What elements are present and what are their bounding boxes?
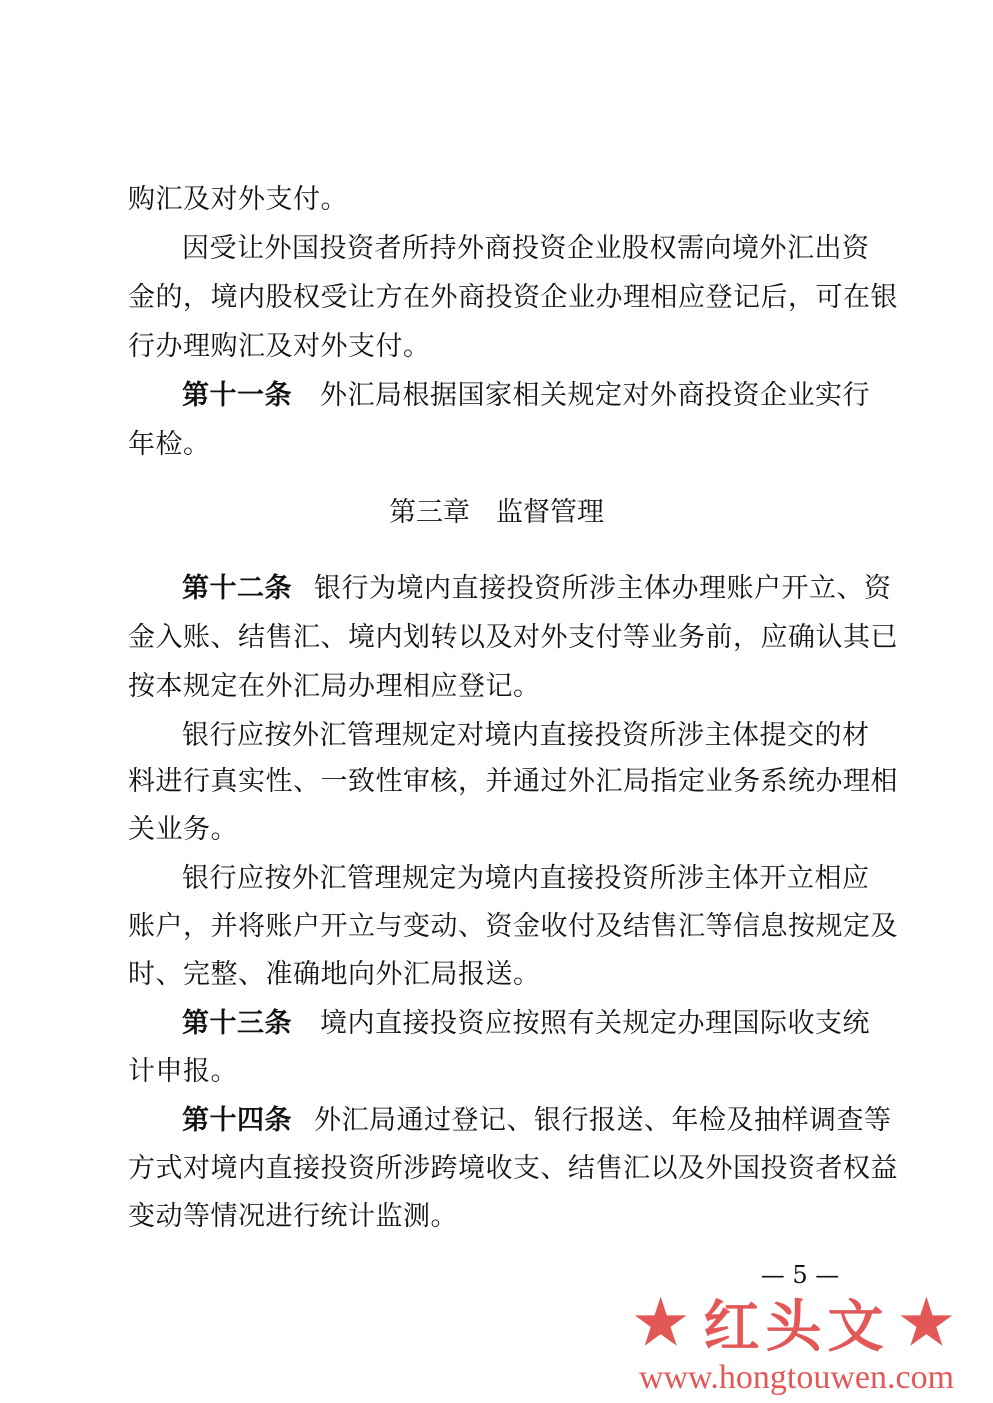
watermark xyxy=(600,1288,993,1403)
text-line: 账户，并将账户开立与变动、资金收付及结售汇等信息按规定及 xyxy=(128,911,898,942)
article-text: 银行为境内直接投资所涉主体办理账户开立、资 xyxy=(314,573,892,604)
chapter-title: 监督管理 xyxy=(496,497,604,528)
text-line: 年检。 xyxy=(128,429,211,460)
text-line: 金的，境内股权受让方在外商投资企业办理相应登记后，可在银 xyxy=(128,282,898,313)
article-text: 境内直接投资应按照有关规定办理国际收支统 xyxy=(320,1008,870,1039)
text-line: 银行应按外汇管理规定对境内直接投资所涉主体提交的材 xyxy=(182,720,870,751)
article-11 xyxy=(182,376,868,416)
star-icon: ★ xyxy=(899,1288,960,1358)
text-line: 金入账、结售汇、境内划转以及对外支付等业务前，应确认其已 xyxy=(128,622,898,653)
text-line: 时、完整、准确地向外汇局报送。 xyxy=(128,959,541,990)
article-text: 外汇局通过登记、银行报送、年检及抽样调查等 xyxy=(314,1105,892,1136)
article-text: 外汇局根据国家相关规定对外商投资企业实行 xyxy=(320,380,870,411)
text-line: 料进行真实性、一致性审核，并通过外汇局指定业务系统办理相 xyxy=(128,766,898,797)
text-line: 变动等情况进行统计监测。 xyxy=(128,1201,458,1232)
article-label: 第十二条 xyxy=(182,573,292,604)
article-label: 第十一条 xyxy=(182,380,292,411)
article-13 xyxy=(182,1004,868,1044)
watermark-title xyxy=(600,1288,993,1358)
watermark-url: www.hongtouwen.com xyxy=(638,1359,955,1396)
article-label: 第十四条 xyxy=(182,1105,292,1136)
text-line: 购汇及对外支付。 xyxy=(128,184,348,215)
star-icon: ★ xyxy=(633,1288,694,1358)
watermark-text: 红头文 xyxy=(703,1294,890,1360)
chapter-heading xyxy=(0,493,993,533)
article-label: 第十三条 xyxy=(182,1008,292,1039)
article-14 xyxy=(182,1101,892,1141)
text-line: 银行应按外汇管理规定为境内直接投资所涉主体开立相应 xyxy=(182,863,870,894)
text-line: 因受让外国投资者所持外商投资企业股权需向境外汇出资 xyxy=(182,233,870,264)
text-line: 按本规定在外汇局办理相应登记。 xyxy=(128,671,541,702)
chapter-number: 第三章 xyxy=(389,497,470,528)
text-line: 方式对境内直接投资所涉跨境收支、结售汇以及外国投资者权益 xyxy=(128,1153,898,1184)
text-line: 计申报。 xyxy=(128,1056,238,1087)
text-line: 关业务。 xyxy=(128,814,238,845)
article-12 xyxy=(182,569,892,609)
text-line: 行办理购汇及对外支付。 xyxy=(128,331,431,362)
page-number: — 5 — xyxy=(760,1261,840,1289)
